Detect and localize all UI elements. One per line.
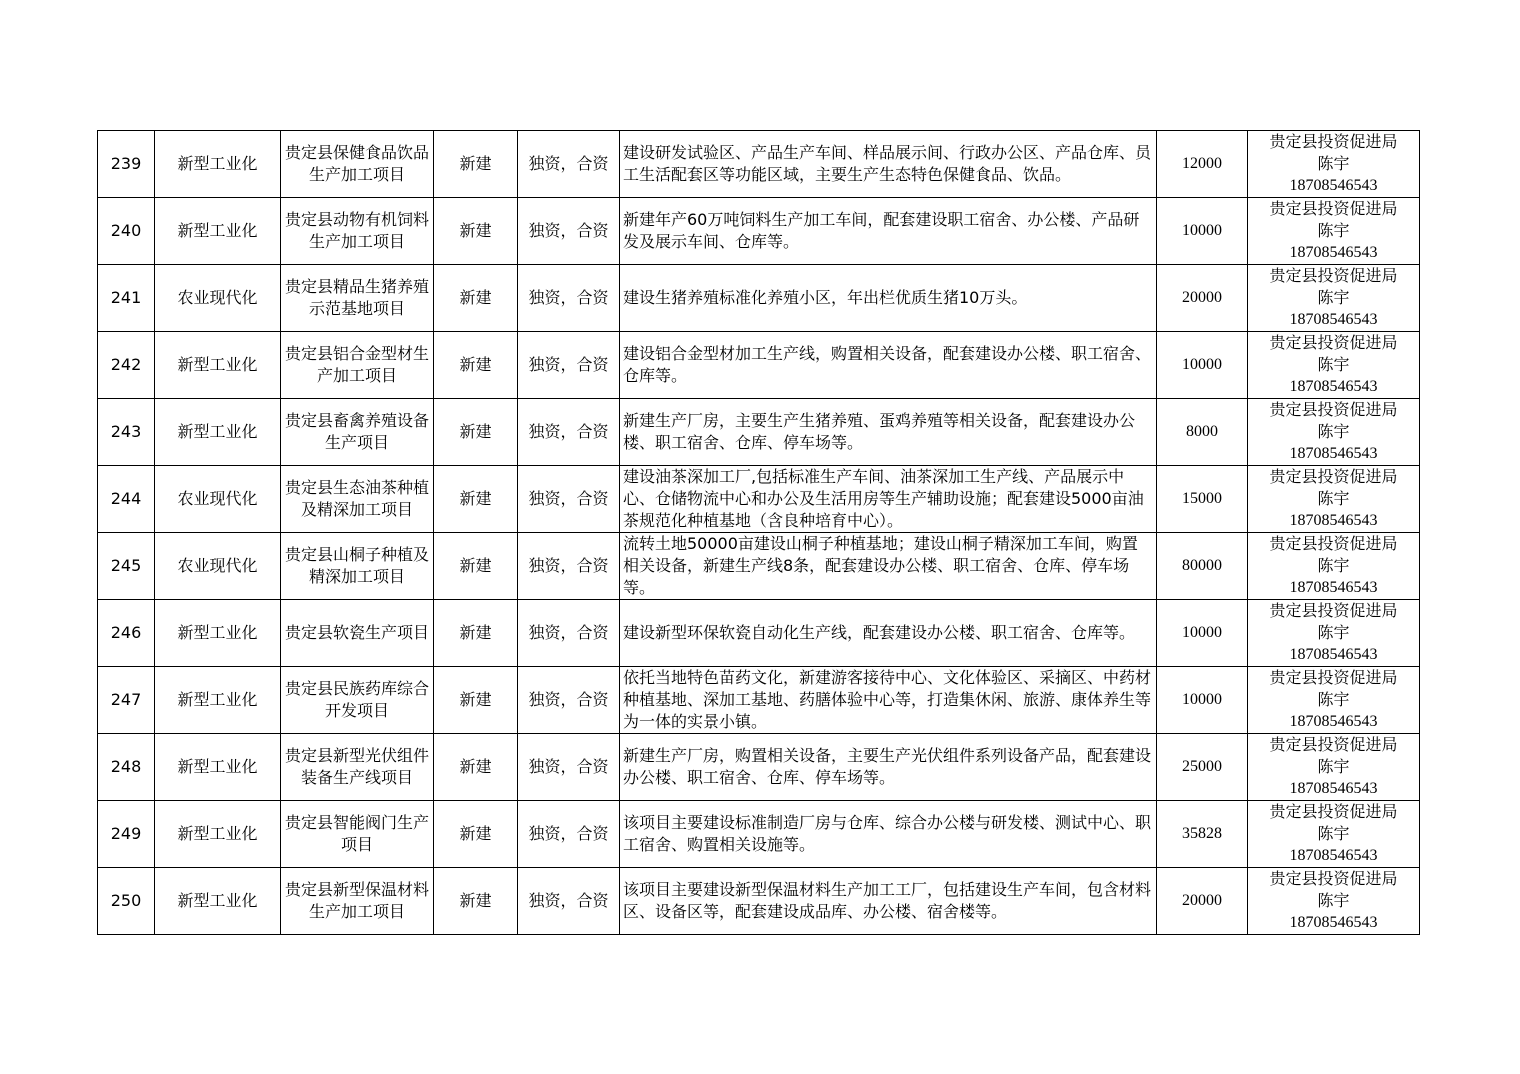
row-number: 239 [98,131,155,198]
contact-cell [1248,801,1420,868]
cooperation-mode: 独资，合资 [518,399,620,466]
investment-amount: 10000 [1157,667,1248,734]
contact-cell [1248,600,1420,667]
project-name: 贵定县山桐子种植及精深加工项目 [281,533,434,600]
contact-phone: 18708546543 [1289,646,1378,663]
construction-type: 新建 [434,332,518,399]
cooperation-mode: 独资，合资 [518,198,620,265]
contact-person: 陈宇 [1317,221,1350,240]
contact-phone: 18708546543 [1289,244,1378,261]
contact-person: 陈宇 [1317,556,1350,575]
construction-type: 新建 [434,198,518,265]
row-number: 249 [98,801,155,868]
investment-amount: 10000 [1157,600,1248,667]
cooperation-mode: 独资，合资 [518,600,620,667]
project-name: 贵定县新型光伏组件装备生产线项目 [281,734,434,801]
project-category: 新型工业化 [155,868,281,935]
contact-phone: 18708546543 [1289,914,1378,931]
project-name: 贵定县软瓷生产项目 [281,600,434,667]
project-table [97,130,1420,935]
investment-amount: 80000 [1157,533,1248,600]
contact-person: 陈宇 [1317,891,1350,910]
row-number: 242 [98,332,155,399]
cooperation-mode: 独资，合资 [518,667,620,734]
cooperation-mode: 独资，合资 [518,533,620,600]
construction-type: 新建 [434,466,518,533]
project-description: 建设铝合金型材加工生产线，购置相关设备，配套建设办公楼、职工宿舍、仓库等。 [620,332,1157,399]
contact-person: 陈宇 [1317,690,1350,709]
project-description: 建设生猪养殖标准化养殖小区，年出栏优质生猪10万头。 [620,265,1157,332]
project-category: 农业现代化 [155,466,281,533]
construction-type: 新建 [434,801,518,868]
contact-cell [1248,399,1420,466]
contact-org: 贵定县投资促进局 [1269,199,1398,218]
row-number: 245 [98,533,155,600]
project-description: 该项目主要建设新型保温材料生产加工工厂，包括建设生产车间，包含材料区、设备区等，配套建设成品库、办公楼、宿舍楼等。 [620,868,1157,935]
contact-org: 贵定县投资促进局 [1269,601,1398,620]
contact-org: 贵定县投资促进局 [1269,668,1398,687]
contact-person: 陈宇 [1317,489,1350,508]
construction-type: 新建 [434,600,518,667]
table-row [98,734,1420,801]
table-row [98,131,1420,198]
contact-person: 陈宇 [1317,757,1350,776]
row-number: 243 [98,399,155,466]
investment-amount: 35828 [1157,801,1248,868]
project-name: 贵定县新型保温材料生产加工项目 [281,868,434,935]
row-number: 246 [98,600,155,667]
row-number: 250 [98,868,155,935]
project-description: 流转土地50000亩建设山桐子种植基地；建设山桐子精深加工车间，购置相关设备，新建生产线8条，配套建设办公楼、职工宿舍、仓库、停车场等。 [620,533,1157,600]
project-description: 新建生产厂房，购置相关设备，主要生产光伏组件系列设备产品，配套建设办公楼、职工宿舍、仓库、停车场等。 [620,734,1157,801]
contact-phone: 18708546543 [1289,780,1378,797]
contact-cell [1248,734,1420,801]
row-number: 248 [98,734,155,801]
investment-amount: 20000 [1157,868,1248,935]
construction-type: 新建 [434,265,518,332]
table-row [98,399,1420,466]
cooperation-mode: 独资，合资 [518,265,620,332]
contact-phone: 18708546543 [1289,378,1378,395]
project-description: 建设新型环保软瓷自动化生产线，配套建设办公楼、职工宿舍、仓库等。 [620,600,1157,667]
contact-org: 贵定县投资促进局 [1269,333,1398,352]
project-name: 贵定县畜禽养殖设备生产项目 [281,399,434,466]
investment-amount: 25000 [1157,734,1248,801]
project-category: 新型工业化 [155,734,281,801]
project-category: 新型工业化 [155,667,281,734]
contact-phone: 18708546543 [1289,177,1378,194]
cooperation-mode: 独资，合资 [518,868,620,935]
table-row [98,198,1420,265]
project-name: 贵定县民族药库综合开发项目 [281,667,434,734]
project-description: 建设油茶深加工厂,包括标准生产车间、油茶深加工生产线、产品展示中心、仓储物流中心和办公及生活用房等生产辅助设施；配套建设5000亩油茶规范化种植基地（含良种培育中心）。 [620,466,1157,533]
project-description: 新建生产厂房，主要生产生猪养殖、蛋鸡养殖等相关设备，配套建设办公楼、职工宿舍、仓库、停车场等。 [620,399,1157,466]
contact-cell [1248,332,1420,399]
row-number: 247 [98,667,155,734]
contact-person: 陈宇 [1317,288,1350,307]
project-name: 贵定县智能阀门生产项目 [281,801,434,868]
contact-org: 贵定县投资促进局 [1269,132,1398,151]
contact-org: 贵定县投资促进局 [1269,400,1398,419]
construction-type: 新建 [434,734,518,801]
contact-phone: 18708546543 [1289,713,1378,730]
contact-person: 陈宇 [1317,623,1350,642]
project-category: 新型工业化 [155,600,281,667]
contact-person: 陈宇 [1317,154,1350,173]
project-name: 贵定县动物有机饲料生产加工项目 [281,198,434,265]
row-number: 241 [98,265,155,332]
contact-phone: 18708546543 [1289,579,1378,596]
investment-amount: 15000 [1157,466,1248,533]
cooperation-mode: 独资，合资 [518,131,620,198]
project-description: 该项目主要建设标准制造厂房与仓库、综合办公楼与研发楼、测试中心、职工宿舍、购置相关设施等。 [620,801,1157,868]
table-body [98,131,1420,935]
contact-cell [1248,131,1420,198]
contact-phone: 18708546543 [1289,512,1378,529]
contact-org: 贵定县投资促进局 [1269,802,1398,821]
contact-cell [1248,667,1420,734]
project-category: 新型工业化 [155,131,281,198]
contact-org: 贵定县投资促进局 [1269,266,1398,285]
construction-type: 新建 [434,667,518,734]
contact-cell [1248,466,1420,533]
project-description: 建设研发试验区、产品生产车间、样品展示间、行政办公区、产品仓库、员工生活配套区等功能区域，主要生产生态特色保健食品、饮品。 [620,131,1157,198]
project-description: 依托当地特色苗药文化，新建游客接待中心、文化体验区、采摘区、中药材种植基地、深加工基地、药膳体验中心等，打造集休闲、旅游、康体养生等为一体的实景小镇。 [620,667,1157,734]
cooperation-mode: 独资，合资 [518,801,620,868]
table-row [98,533,1420,600]
project-description: 新建年产60万吨饲料生产加工车间，配套建设职工宿舍、办公楼、产品研发及展示车间、仓库等。 [620,198,1157,265]
cooperation-mode: 独资，合资 [518,332,620,399]
contact-cell [1248,868,1420,935]
table-row [98,265,1420,332]
project-name: 贵定县保健食品饮品生产加工项目 [281,131,434,198]
contact-person: 陈宇 [1317,422,1350,441]
construction-type: 新建 [434,868,518,935]
project-category: 新型工业化 [155,332,281,399]
contact-phone: 18708546543 [1289,847,1378,864]
project-category: 农业现代化 [155,265,281,332]
contact-cell [1248,265,1420,332]
construction-type: 新建 [434,399,518,466]
cooperation-mode: 独资，合资 [518,734,620,801]
investment-amount: 20000 [1157,265,1248,332]
row-number: 244 [98,466,155,533]
contact-org: 贵定县投资促进局 [1269,869,1398,888]
contact-org: 贵定县投资促进局 [1269,735,1398,754]
project-name: 贵定县生态油茶种植及精深加工项目 [281,466,434,533]
cooperation-mode: 独资，合资 [518,466,620,533]
project-name: 贵定县精品生猪养殖示范基地项目 [281,265,434,332]
contact-phone: 18708546543 [1289,445,1378,462]
row-number: 240 [98,198,155,265]
investment-amount: 10000 [1157,198,1248,265]
contact-org: 贵定县投资促进局 [1269,534,1398,553]
investment-amount: 8000 [1157,399,1248,466]
investment-amount: 12000 [1157,131,1248,198]
contact-cell [1248,198,1420,265]
table-row [98,667,1420,734]
contact-person: 陈宇 [1317,355,1350,374]
contact-cell [1248,533,1420,600]
construction-type: 新建 [434,131,518,198]
investment-amount: 10000 [1157,332,1248,399]
project-category: 新型工业化 [155,801,281,868]
table-row [98,600,1420,667]
contact-phone: 18708546543 [1289,311,1378,328]
table-row [98,332,1420,399]
table-row [98,868,1420,935]
table-row [98,801,1420,868]
construction-type: 新建 [434,533,518,600]
project-name: 贵定县铝合金型材生产加工项目 [281,332,434,399]
contact-org: 贵定县投资促进局 [1269,467,1398,486]
table-row [98,466,1420,533]
project-category: 新型工业化 [155,399,281,466]
project-category: 新型工业化 [155,198,281,265]
project-category: 农业现代化 [155,533,281,600]
contact-person: 陈宇 [1317,824,1350,843]
